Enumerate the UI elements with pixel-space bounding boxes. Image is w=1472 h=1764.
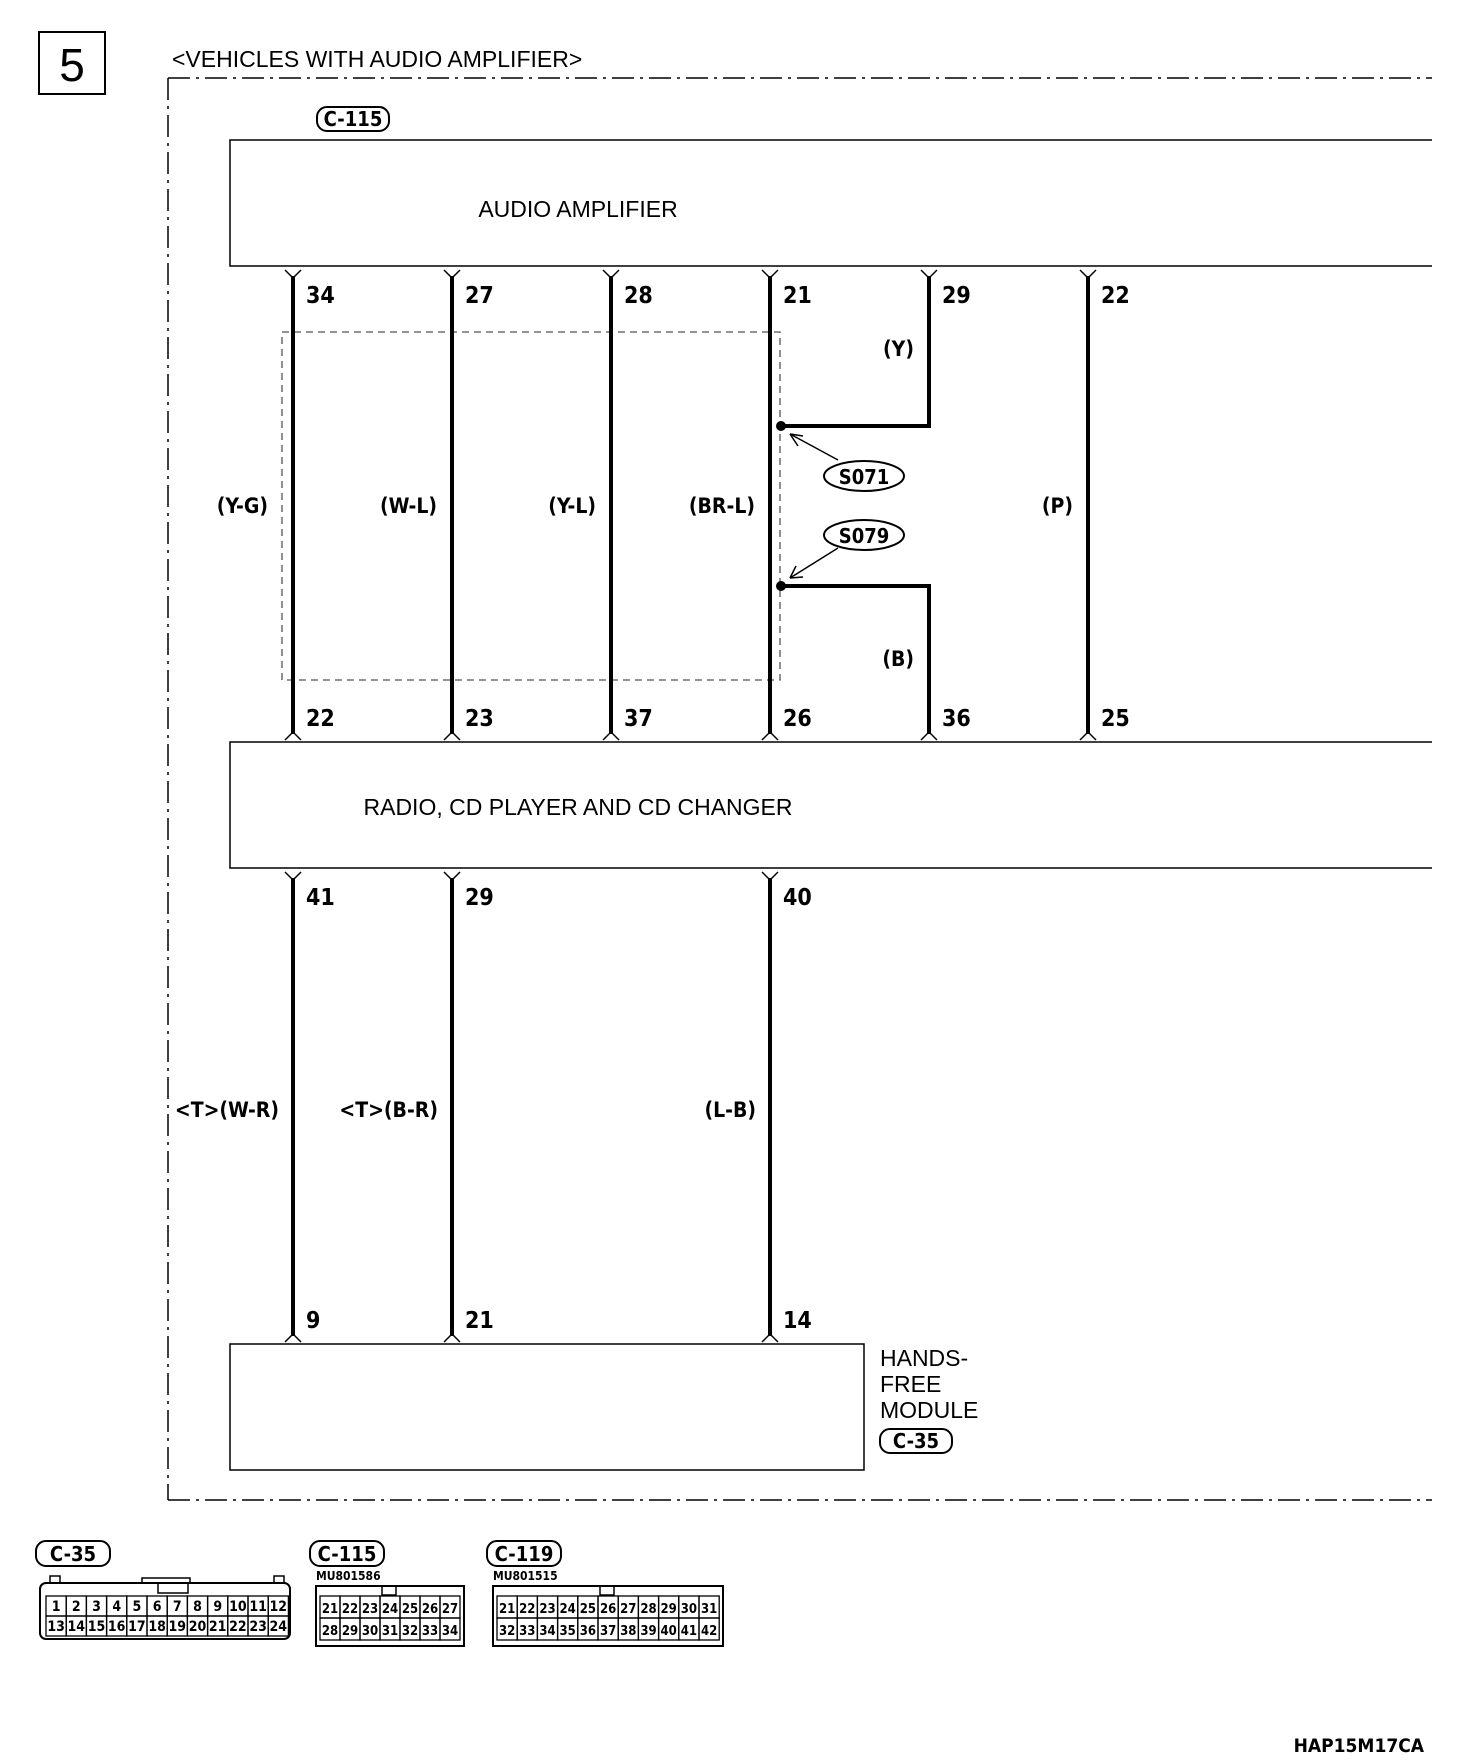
connector-pin-number: 22 <box>519 1602 536 1617</box>
connector-pin-number: 24 <box>559 1602 576 1617</box>
wire-3-top-pin: 28 <box>624 283 653 309</box>
wire-1-bottom-pin: 22 <box>306 706 335 732</box>
connector-view-c119-title: C-119 <box>494 1542 554 1566</box>
connector-pin-number: 34 <box>441 1624 459 1639</box>
connector-tag-c115 <box>317 107 389 131</box>
connector-pin-number: 21 <box>321 1602 339 1617</box>
connector-pin-number: 1 <box>51 1599 61 1615</box>
splice-s071-label: S071 <box>838 465 890 489</box>
wire-3-color: (Y-L) <box>548 494 596 518</box>
hands-free-module <box>230 1344 978 1470</box>
connector-pin-number: 42 <box>700 1624 718 1639</box>
connector-pin-number: 15 <box>87 1619 106 1635</box>
wire-2-bottom-pin: 23 <box>465 706 494 732</box>
connector-pin-number: 34 <box>539 1624 556 1639</box>
lower-wire-1-bottom-pin: 9 <box>306 1308 321 1334</box>
handsfree-label-3: MODULE <box>880 1397 979 1423</box>
lower-wire-2-top-pin: 29 <box>465 885 494 911</box>
connector-view-c35-title: C-35 <box>49 1542 97 1566</box>
connector-pin-number: 12 <box>269 1599 288 1615</box>
connector-view-c115 <box>310 1541 464 1646</box>
upper-wire-4 <box>689 270 812 740</box>
connector-pin-number: 17 <box>128 1619 146 1635</box>
connector-pin-number: 22 <box>341 1602 359 1617</box>
connector-pin-number: 25 <box>401 1602 419 1617</box>
connector-view-c115-part: MU801586 <box>316 1569 381 1583</box>
lower-wire-2 <box>339 872 493 1342</box>
lower-wire-3 <box>704 872 811 1342</box>
connector-pin-number: 29 <box>341 1624 359 1639</box>
connector-pin-number: 39 <box>640 1624 657 1639</box>
connector-pin-number: 27 <box>620 1602 637 1617</box>
connector-pin-number: 23 <box>539 1602 556 1617</box>
wire-2-color: (W-L) <box>379 494 437 518</box>
connector-pin-number: 37 <box>599 1624 617 1639</box>
connector-pin-number: 18 <box>148 1619 166 1635</box>
connector-view-c35 <box>36 1541 290 1639</box>
connector-pin-number: 22 <box>229 1619 247 1635</box>
wire-1-top-pin: 34 <box>306 283 335 309</box>
connector-pin-number: 24 <box>381 1602 399 1617</box>
connector-pin-number: 40 <box>660 1624 677 1639</box>
connector-pin-number: 28 <box>321 1624 339 1639</box>
lower-wire-3-top-pin: 40 <box>783 885 812 911</box>
wire-5-color-bottom: (B) <box>882 647 914 671</box>
lower-wire-1 <box>175 872 335 1342</box>
connector-pin-number: 27 <box>441 1602 459 1617</box>
connector-pin-number: 31 <box>700 1602 718 1617</box>
connector-view-c115-title: C-115 <box>317 1542 377 1566</box>
connector-pin-number: 3 <box>92 1599 101 1615</box>
connector-pin-number: 4 <box>112 1599 122 1615</box>
connector-pin-number: 31 <box>381 1624 399 1639</box>
connector-tag-c115-text: C-115 <box>323 107 383 131</box>
lower-wire-3-bottom-pin: 14 <box>783 1308 812 1334</box>
connector-pin-number: 30 <box>361 1624 379 1639</box>
upper-wire-6 <box>1042 270 1130 740</box>
connector-pin-number: 19 <box>168 1619 187 1635</box>
wire-5-bottom-pin: 36 <box>942 706 971 732</box>
connector-pin-number: 23 <box>249 1619 267 1635</box>
connector-pin-number: 14 <box>67 1619 86 1635</box>
connector-pin-number: 8 <box>193 1599 202 1615</box>
lower-wire-1-label: <T>(W-R) <box>174 1098 279 1122</box>
radio-cd-player <box>230 742 1432 868</box>
lower-wire-2-label: <T>(B-R) <box>339 1098 438 1122</box>
connector-pin-number: 33 <box>519 1624 536 1639</box>
radio-label: RADIO, CD PLAYER AND CD CHANGER <box>363 794 793 820</box>
connector-tag-c35-text: C-35 <box>892 1429 940 1453</box>
wire-4-bottom-pin: 26 <box>783 706 812 732</box>
connector-pin-number: 23 <box>361 1602 379 1617</box>
lower-wire-3-label: (L-B) <box>704 1098 756 1122</box>
connector-pin-number: 9 <box>213 1599 223 1615</box>
lower-wire-2-bottom-pin: 21 <box>465 1308 494 1334</box>
connector-pin-number: 21 <box>208 1619 227 1635</box>
wire-6-color: (P) <box>1041 494 1073 518</box>
connector-pin-number: 2 <box>71 1599 81 1615</box>
upper-wire-1 <box>217 270 335 740</box>
wire-6-top-pin: 22 <box>1101 283 1130 309</box>
audio-amplifier-label: AUDIO AMPLIFIER <box>478 196 678 222</box>
audio-amplifier <box>230 140 1432 266</box>
connector-pin-number: 21 <box>498 1602 516 1617</box>
connector-pin-number: 11 <box>249 1599 267 1615</box>
upper-wire-5 <box>782 270 971 740</box>
connector-pin-number: 16 <box>107 1619 126 1635</box>
connector-pin-number: 38 <box>620 1624 637 1639</box>
connector-pin-number: 20 <box>188 1619 207 1635</box>
wire-5-color-top: (Y) <box>883 337 914 361</box>
wire-6-bottom-pin: 25 <box>1101 706 1130 732</box>
handsfree-label-2: FREE <box>880 1371 942 1397</box>
connector-pin-number: 36 <box>579 1624 597 1639</box>
connector-grid-c115 <box>320 1596 460 1640</box>
wire-4-top-pin: 21 <box>783 283 812 309</box>
wire-2-top-pin: 27 <box>465 283 494 309</box>
connector-pin-number: 7 <box>172 1599 182 1615</box>
connector-view-c119 <box>487 1541 723 1646</box>
variant-label: <VEHICLES WITH AUDIO AMPLIFIER> <box>172 46 583 72</box>
wire-5-top-pin: 29 <box>942 283 971 309</box>
connector-grid-c119 <box>497 1596 719 1640</box>
figure-code: HAP15M17CA <box>1293 1735 1424 1757</box>
connector-pin-number: 24 <box>269 1619 288 1635</box>
splice-s079-label: S079 <box>838 524 890 548</box>
splice-s079 <box>776 520 904 591</box>
splice-s071 <box>776 421 904 491</box>
connector-pin-number: 32 <box>498 1624 516 1639</box>
connector-pin-number: 25 <box>579 1602 597 1617</box>
connector-pin-number: 10 <box>229 1599 247 1615</box>
wire-1-color: (Y-G) <box>216 494 268 518</box>
lower-wire-1-top-pin: 41 <box>306 885 335 911</box>
wire-4-color: (BR-L) <box>688 494 755 518</box>
connector-pin-number: 32 <box>401 1624 419 1639</box>
upper-wire-2 <box>380 270 494 740</box>
connector-view-c119-part: MU801515 <box>493 1569 558 1583</box>
connector-pin-number: 41 <box>680 1624 698 1639</box>
connector-pin-number: 35 <box>559 1624 576 1639</box>
connector-pin-number: 13 <box>47 1619 65 1635</box>
connector-pin-number: 33 <box>421 1624 439 1639</box>
connector-pin-number: 26 <box>599 1602 617 1617</box>
page-number: 5 <box>59 39 85 91</box>
connector-pin-number: 6 <box>152 1599 162 1615</box>
connector-pin-number: 29 <box>660 1602 677 1617</box>
connector-pin-number: 28 <box>640 1602 657 1617</box>
upper-wire-3 <box>548 270 653 740</box>
connector-pin-number: 26 <box>421 1602 439 1617</box>
connector-grid-c35 <box>46 1596 288 1636</box>
handsfree-label-1: HANDS- <box>880 1345 969 1371</box>
connector-pin-number: 30 <box>680 1602 698 1617</box>
connector-pin-number: 5 <box>132 1599 142 1615</box>
wire-3-bottom-pin: 37 <box>624 706 653 732</box>
